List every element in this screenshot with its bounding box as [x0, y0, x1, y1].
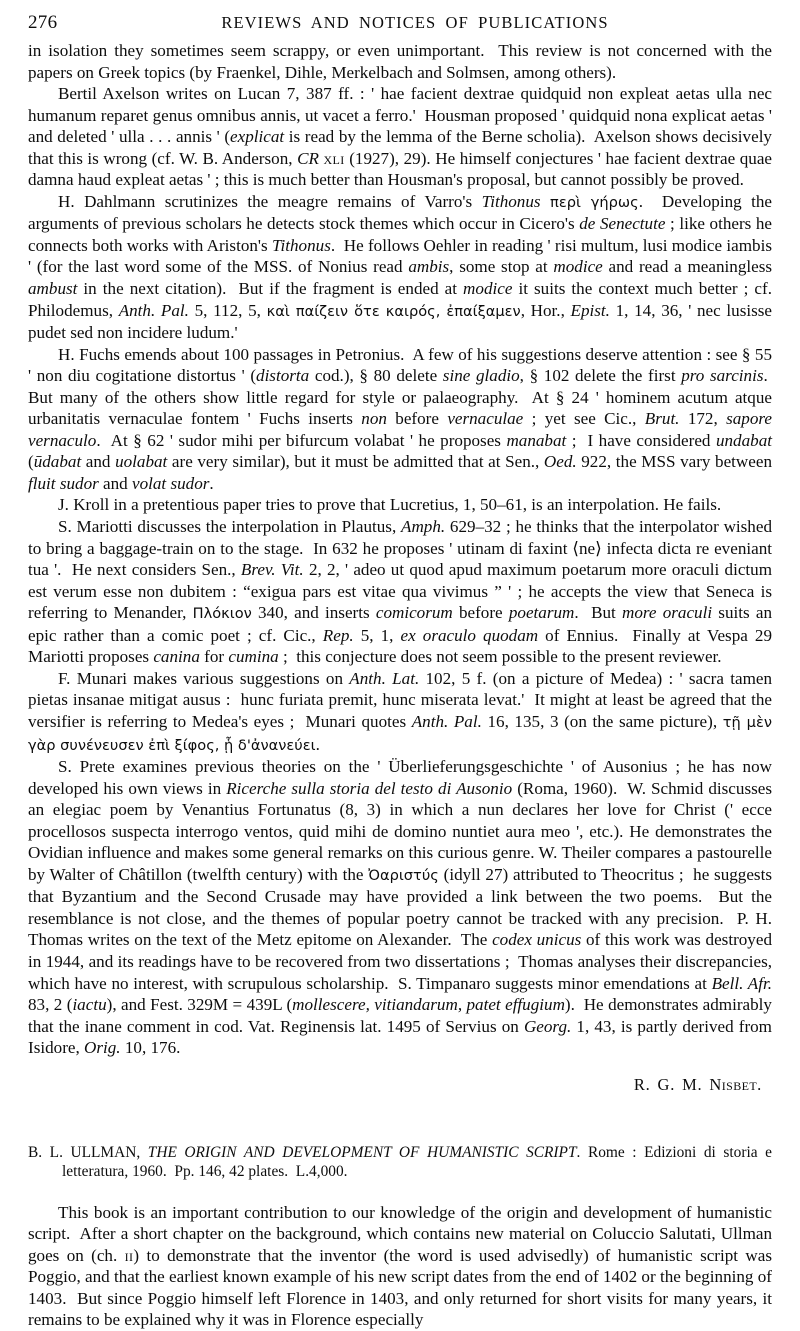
- book-imprint: . Rome : Edizioni di storia e letteratura, 1960. Pp. 146, 42 plates. L.4,000.: [62, 1143, 772, 1181]
- paragraph: F. Munari makes various suggestions on Anth. Lat. 102, 5 f. (on a picture of Medea) : ' sacra tamen pietas insanae mitigat ausus : hunc furiata premit, hunc miserata levat.' It might at least be agreed that the versifier is referring to Medea's eyes ; Munari quotes Anth. Pal. 16, 135, 3 (on the same picture), τῇ μὲν γὰρ συνένευσεν ἐπὶ ξίφος, ᾗ δ'ἀνανεύει.: [28, 668, 773, 754]
- paragraph: in isolation they sometimes seem scrappy, or even unimportant. This review is not concerned with the papers on Greek topics (by Fraenkel, Dihle, Merkelbach and Solmsen, among others).: [28, 41, 772, 82]
- paragraph: This book is an important contribution to our knowledge of the origin and development of humanistic script. After a short chapter on the background, which contains new material on Coluccio Salutati, Ullman goes on (ch. ii) to demonstrate that the inventor (the word is used advisedly) of humanistic script was Poggio, and that the earliest known example of his new script dates from the end of 1402 or the beginning of 1403. But since Poggio himself left Florence in 1403, and only returned for short visits for many years, it remains to be explained why it was in Florence especially: [28, 1202, 772, 1330]
- book-title: THE ORIGIN AND DEVELOPMENT OF HUMANISTIC SCRIPT: [147, 1143, 577, 1161]
- review-two-headline: [28, 1143, 772, 1182]
- running-title: REVIEWS AND NOTICES OF PUBLICATIONS: [221, 13, 609, 32]
- paragraph: J. Kroll in a pretentious paper tries to prove that Lucretius, 1, 50–61, is an interpolation. He fails.: [58, 495, 722, 515]
- paragraph: Bertil Axelson writes on Lucan 7, 387 ff. : ' hae facient dextrae quidquid non expleat aetas ulla nec humanum reparet genus omnibus annis, ut vacet a ferro.' Housman proposed ' quidquid nona explicat aetas ' and deleted ' ulla . . . annis ' (explicat is read by the lemma of the Berne scholia). Axelson shows decisively that this is wrong (cf. W. B. Anderson, CR xli (1927), 29). He himself conjectures ' hae facient dextrae quae damna haud expleat aetas ' ; this is much better than Housman's proposal, but cannot possibly be proved.: [28, 84, 772, 190]
- review-two-body: [28, 1202, 772, 1331]
- paragraph: S. Mariotti discusses the interpolation in Plautus, Amph. 629–32 ; he thinks that the interpolator wished to bring a baggage-train on to the stage. In 632 he proposes ' utinam di faxint ⟨ne⟩ infecta dicta re eveniant tua '. He next considers Sen., Brev. Vit. 2, 2, ' adeo ut quod apud maximum poetarum more oraculi dictum est verum esse non dubitem : “exigua pars est vitae qua vivimus ” ' ; he accepts the view that Seneca is referring to Menander, Πλόκιον 340, and inserts comicorum before poetarum. But more oraculi suits an epic rather than a comic poet ; cf. Cic., Rep. 5, 1, ex oraculo quodam of Ennius. Finally at Vespa 29 Mariotti proposes canina for cumina ; this conjecture does not seem possible to the present reviewer.: [28, 517, 772, 667]
- paragraph: S. Prete examines previous theories on the ' Überlieferungsgeschichte ' of Ausonius ; he has now developed his own views in Ricerche sulla storia del testo di Ausonio (Roma, 1960). W. Schmid discusses an elegiac poem by Venantius Fortunatus (8, 3) in which a nun declares her love for Christ (' ecce procellosos suspecta interrogo ventos, quid mihi de domino nuntiet aura meo ', etc.). He demonstrates the Ovidian influence and makes some general remarks on this curious genre. W. Theiler compares a pastourelle by Walter of Châtillon (twelfth century) with the Ὀαριστύς (idyll 27) attributed to Theocritus ; he suggests that Byzantium and the Second Crusade may have provided a link between the two poems. But the resemblance is not close, and the themes of popular poetry cannot be tracked with any precision. P. H. Thomas writes on the text of the Metz epitome on Alexander. The codex unicus of this work was destroyed in 1944, and its readings have to be recovered from two dissertations ; Thomas analyses their discrepancies, which have no interest, with scrupulous scholarship. S. Timpanaro suggests minor emendations at Bell. Afr. 83, 2 (iactu), and Fest. 329M = 439L (mollescere, vitiandarum, patet effugium). He demonstrates admirably that the inane comment in cod. Vat. Reginensis lat. 1495 of Servius on Georg. 1, 43, is partly derived from Isidore, Orig. 10, 176.: [28, 757, 772, 1058]
- review-one-body: [28, 40, 772, 1059]
- paragraph: H. Fuchs emends about 100 passages in Petronius. A few of his suggestions deserve attention : see § 55 ' non diu cogitatione distortus ' (distorta cod.), § 80 delete sine gladio, § 102 delete the first pro sarcinis. But many of the others show little regard for style or palaeography. At § 24 ' hominem acutum atque urbanitatis vernaculae fontem ' Fuchs inserts non before vernaculae ; yet see Cic., Brut. 172, sapore vernaculo. At § 62 ' sudor mihi per bifurcum volabat ' he proposes manabat ; I have considered undabat (ūdabat and uolabat are very similar), but it must be admitted that at Sen., Oed. 922, the MSS vary between fluit sudor and volat sudor.: [28, 344, 773, 493]
- running-head: [28, 10, 772, 36]
- folio-number: 276: [28, 12, 58, 33]
- book-citation: [28, 1143, 772, 1182]
- book-author: B. L. ULLMAN,: [28, 1143, 141, 1161]
- reviewer-signature: R. G. M. Nisbet.: [633, 1074, 762, 1094]
- paragraph: H. Dahlmann scrutinizes the meagre remains of Varro's Tithonus περὶ γήρως. Developing the arguments of previous scholars he detects stock themes which occur in Cicero's de Senectute ; like others he connects both works with Ariston's Tithonus. He follows Oehler in reading ' risi multum, lusi modice iambis ' (for the last word some of the MSS. of Nonius read ambis, some stop at modice and read a meaningless ambust in the next citation). But if the fragment is ended at modice it suits the context much better ; cf. Philodemus, Anth. Pal. 5, 112, 5, καὶ παίζειν ὅτε καιρός, ἐπαίξαμεν, Hor., Epist. 1, 14, 36, ' nec lusisse pudet sed non incidere ludum.': [28, 191, 773, 343]
